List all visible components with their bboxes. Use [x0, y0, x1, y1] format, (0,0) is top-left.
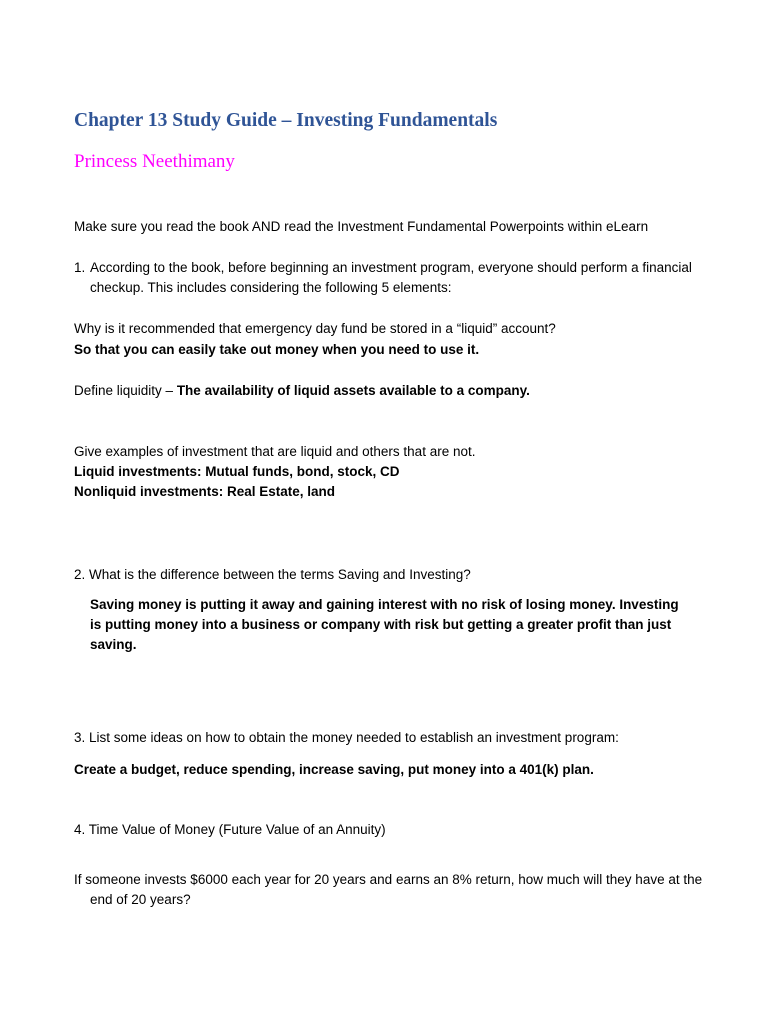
question-3-answer: Create a budget, reduce spending, increase saving, put money into a 401(k) plan.: [74, 762, 594, 777]
question-2: 2. What is the difference between the terms Saving and Investing?: [74, 567, 471, 582]
nonliquid-investments-answer: Nonliquid investments: Real Estate, land: [74, 484, 336, 499]
question-2-answer: Saving money is putting it away and gaining interest with no risk of losing money. Investing is putting money into a business or company with risk but getting a greater profit than just saving.: [90, 597, 679, 652]
author-name: Princess Neethimany: [74, 151, 235, 172]
emergency-fund-answer: So that you can easily take out money when you need to use it.: [74, 342, 480, 357]
question-1: [74, 258, 694, 298]
question-3: 3. List some ideas on how to obtain the money needed to establish an investment program:: [74, 730, 619, 745]
liquidity-prefix: Define liquidity –: [74, 383, 177, 398]
liquidity-answer: The availability of liquid assets available to a company.: [176, 383, 530, 398]
examples-question: Give examples of investment that are liquid and others that are not.: [74, 444, 476, 459]
liquidity-definition: [74, 381, 694, 401]
question-4-heading: 4. Time Value of Money (Future Value of an Annuity): [74, 822, 386, 837]
intro-text: Make sure you read the book AND read the Investment Fundamental Powerpoints within eLearn: [74, 219, 649, 234]
document-title: Chapter 13 Study Guide – Investing Fundamentals: [74, 110, 498, 131]
emergency-fund-question: Why is it recommended that emergency day fund be stored in a “liquid” account?: [74, 321, 556, 336]
question-4-text: If someone invests $6000 each year for 20 years and earns an 8% return, how much will they have at the end of 20 years?: [74, 872, 703, 907]
liquid-investments-answer: Liquid investments: Mutual funds, bond, stock, CD: [74, 464, 400, 479]
question-1-text: According to the book, before beginning an investment program, everyone should perform a financial checkup. This includes considering the following 5 elements:: [90, 260, 692, 295]
question-1-number: 1.: [74, 260, 86, 275]
